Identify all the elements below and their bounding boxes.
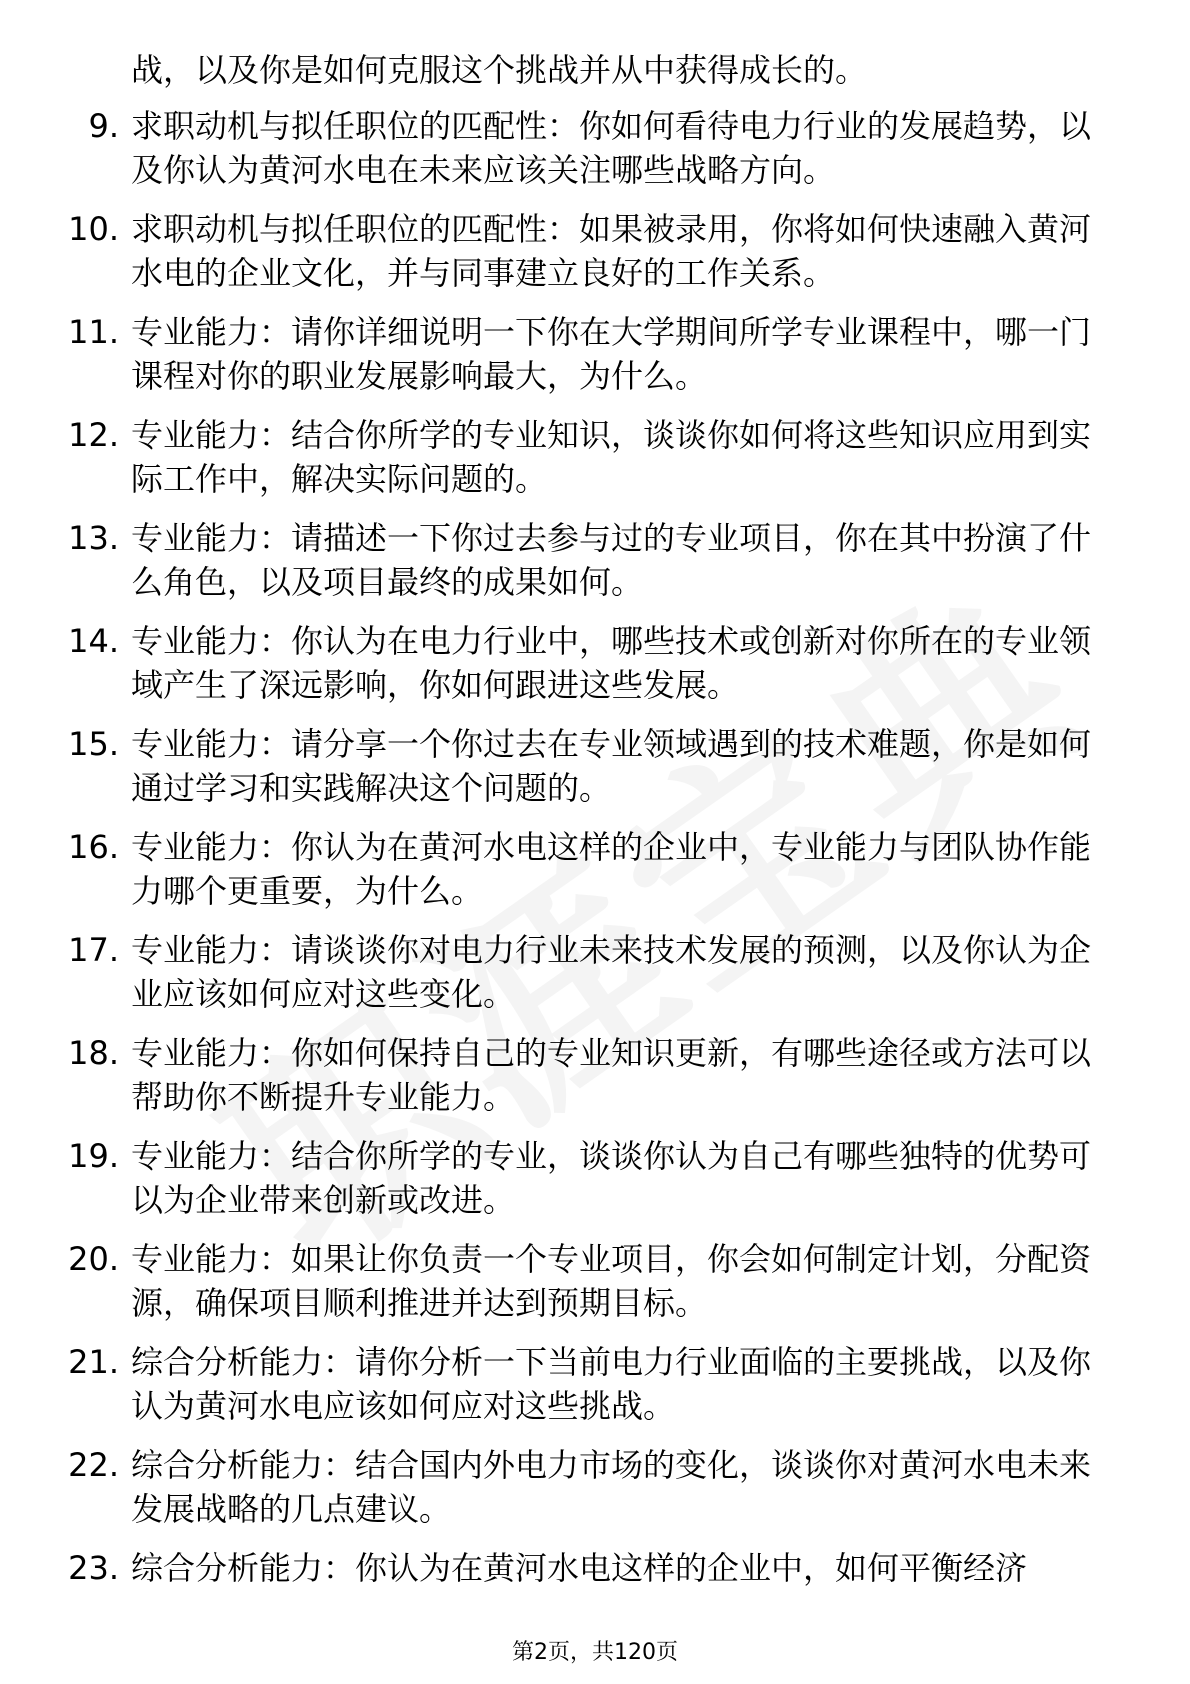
question-list [0,104,1190,1605]
item-text: 专业能力：请描述一下你过去参与过的专业项目，你在其中扮演了什么角色，以及项目最终的成果如何。 [131,519,1092,601]
list-item [0,1443,1091,1531]
item-text: 专业能力：你认为在黄河水电这样的企业中，专业能力与团队协作能力哪个更重要，为什么。 [131,828,1092,910]
list-item [0,1237,1091,1325]
item-number: 11. [68,313,119,351]
item-number: 20. [68,1240,119,1278]
item-text: 专业能力：请谈谈你对电力行业未来技术发展的预测，以及你认为企业应该如何应对这些变化。 [131,931,1092,1013]
item-number: 21. [68,1343,119,1381]
list-item [0,1340,1091,1428]
list-item [0,928,1091,1016]
list-item [0,1031,1091,1119]
item-text: 专业能力：请分享一个你过去在专业领域遇到的技术难题，你是如何通过学习和实践解决这个问题的。 [131,725,1092,807]
list-item [0,413,1091,501]
list-item [0,1546,1091,1590]
item-number: 19. [68,1137,119,1175]
item-number: 14. [68,622,119,660]
list-item [0,310,1091,398]
item-number: 13. [68,519,119,557]
list-item [0,207,1091,295]
item-text: 综合分析能力：请你分析一下当前电力行业面临的主要挑战，以及你认为黄河水电应该如何应对这些挑战。 [131,1343,1092,1425]
item-text: 综合分析能力：结合国内外电力市场的变化，谈谈你对黄河水电未来发展战略的几点建议。 [131,1446,1092,1528]
item-number: 18. [68,1034,119,1072]
item-text: 专业能力：如果让你负责一个专业项目，你会如何制定计划，分配资源，确保项目顺利推进并达到预期目标。 [131,1240,1092,1322]
item-text: 专业能力：请你详细说明一下你在大学期间所学专业课程中，哪一门课程对你的职业发展影响最大，为什么。 [131,313,1092,395]
item-text: 专业能力：你认为在电力行业中，哪些技术或创新对你所在的专业领域产生了深远影响，你如何跟进这些发展。 [131,622,1092,704]
item-text: 专业能力：结合你所学的专业知识，谈谈你如何将这些知识应用到实际工作中，解决实际问题的。 [131,416,1092,498]
item-text: 求职动机与拟任职位的匹配性：你如何看待电力行业的发展趋势，以及你认为黄河水电在未来应该关注哪些战略方向。 [131,107,1092,189]
item-number: 17. [68,931,119,969]
item-text: 专业能力：结合你所学的专业，谈谈你认为自己有哪些独特的优势可以为企业带来创新或改进。 [131,1137,1092,1219]
item-number: 15. [68,725,119,763]
list-item [0,1134,1091,1222]
list-item [0,722,1091,810]
item-number: 23. [68,1549,119,1587]
item-number: 16. [68,828,119,866]
list-item [0,516,1091,604]
item-text: 综合分析能力：你认为在黄河水电这样的企业中，如何平衡经济 [131,1549,1028,1587]
list-item [0,619,1091,707]
list-item [0,104,1091,192]
page-footer: 第2页，共120页 [512,1640,678,1665]
item-text: 求职动机与拟任职位的匹配性：如果被录用，你将如何快速融入黄河水电的企业文化，并与同事建立良好的工作关系。 [131,210,1092,292]
item-number: 12. [68,416,119,454]
list-item [0,825,1091,913]
item-number: 22. [68,1446,119,1484]
item-text: 专业能力：你如何保持自己的专业知识更新，有哪些途径或方法可以帮助你不断提升专业能力。 [131,1034,1092,1116]
item-number: 9. [88,107,119,145]
item-number: 10. [68,210,119,248]
continuation-text: 战，以及你是如何克服这个挑战并从中获得成长的。 [131,51,868,89]
